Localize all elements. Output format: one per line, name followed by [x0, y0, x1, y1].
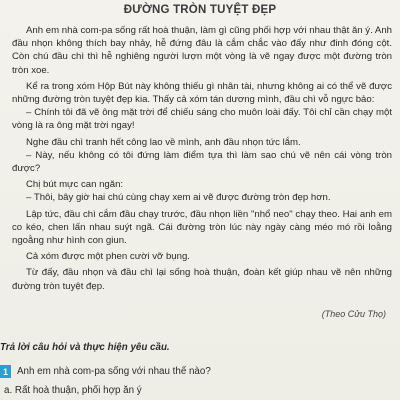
- story-paragraph: Kể ra trong xóm Hộp Bút này không thiếu gì nhân tài, nhưng không ai có thể vẽ được những đường tròn tuyệt đẹp kia. Thấy cả xóm tán dương mình, đầu chì vỗ ngực bảo:: [12, 80, 392, 106]
- answer-option-a[interactable]: a. Rất hoà thuận, phối hợp ăn ý: [4, 385, 142, 396]
- story-paragraph: Nghe đầu chì tranh hết công lao về mình, anh đầu nhọn tức lắm.: [26, 136, 301, 148]
- story-paragraph: – Này, nếu không có tôi đứng làm điểm tựa thì làm sao chú vẽ nên cái vòng tròn được?: [12, 149, 392, 175]
- story-source: (Theo Cửu Thọ): [321, 309, 386, 319]
- question-1: [0, 365, 211, 378]
- story-body: [12, 24, 392, 293]
- story-paragraph: – Chính tôi đã vẽ ông mặt trời để chiếu sáng cho muôn loài đấy. Tôi chỉ cần chạy một vòng là ra ông mặt trời ngay!: [12, 107, 392, 132]
- story-paragraph: Lập tức, đầu chì cắm đầu chạy trước, đầu nhọn liền "nhổ neo" chạy theo. Hai anh em co kéo, chen lấn nhau suýt ngã. Cái đường tròn lúc này ngày càng méo mó rồi loằng ngoằng như hình con giun.: [12, 208, 392, 247]
- story-paragraph: Anh em nhà com-pa sống rất hoà thuận, làm gì cũng phối hợp với nhau thật ăn ý. Anh đầu nhọn không thích bay nhảy, hễ đứng đâu là cắm chắc vào đấy như đinh đóng cột. Còn chú đầu chì thì hễ nghiêng người lượn một vòng là vẽ ngay được một đường tròn tròn xoe.: [12, 25, 392, 76]
- question-text: Anh em nhà com-pa sống với nhau thế nào?: [17, 366, 211, 377]
- story-paragraph: – Thôi, bây giờ hai chú cùng chạy xem ai vẽ được đường tròn đẹp hơn.: [26, 192, 331, 204]
- task-heading: Trả lời câu hỏi và thực hiện yêu cầu.: [0, 342, 170, 353]
- story-paragraph: Từ đấy, đầu nhọn và đầu chì lại sống hoà thuận, đoàn kết giúp nhau vẽ nên những đường tròn tuyệt đẹp.: [12, 267, 392, 292]
- story-paragraph: Chị bút mực can ngăn:: [26, 179, 124, 191]
- question-number-badge: 1: [0, 365, 11, 378]
- story-paragraph: Cả xóm được một phen cười vỡ bụng.: [26, 251, 190, 263]
- story-title: ĐƯỜNG TRÒN TUYỆT ĐẸP: [123, 4, 277, 16]
